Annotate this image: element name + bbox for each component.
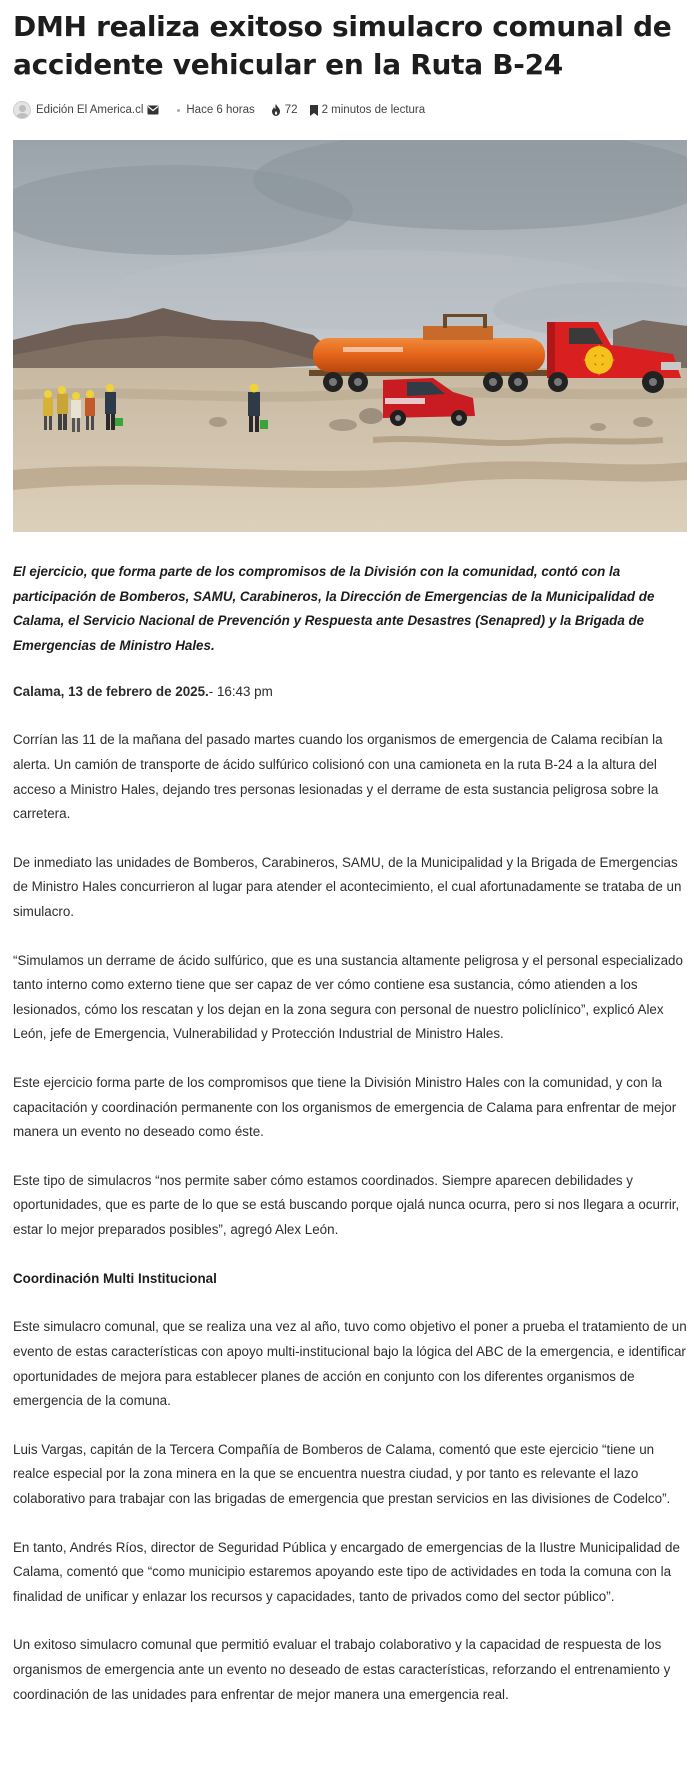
time-ago: Hace 6 horas — [186, 104, 255, 116]
hero-image — [13, 140, 687, 532]
body-paragraph-2: De inmediato las unidades de Bomberos, Carabineros, SAMU, de la Municipalidad y la Brigada de Emergencias de Ministro Hales concurrieron al lugar para atender el acontecimiento, el cual afortunadamente se trataba de un simulacro. — [13, 854, 682, 919]
reading-time: 2 minutos de lectura — [321, 104, 426, 116]
envelope-icon[interactable] — [147, 105, 159, 115]
body-paragraph-5: Este tipo de simulacros “nos permite saber cómo estamos coordinados. Siempre aparecen debilidades y oportunidades, que es parte de lo que se está buscando porque ojalá nunca ocurra, pero si nos llegara a ocurrir, estar lo mejor preparados posibles”, agregó Alex León. — [13, 1172, 680, 1237]
body-paragraph-4: Este ejercicio forma parte de los compromisos que tiene la División Ministro Hales con la comunidad, y con la capacitación y coordinación permanente con los organismos de emergencia de Calama para enfrentar de mejor manera un evento no deseado como éste. — [13, 1074, 677, 1140]
hazmat-drill-scene — [13, 140, 687, 532]
dateline-time: - 16:43 pm — [208, 684, 273, 700]
bookmark-icon — [310, 105, 318, 116]
meta-separator-dot — [177, 109, 180, 112]
dateline-place-date: Calama, 13 de febrero de 2025. — [13, 684, 209, 700]
body-paragraph-7: Luis Vargas, capitán de la Tercera Compañía de Bomberos de Calama, comentó que este ejercicio “tiene un realce especial por la zona minera en la que se encuentra nuestra ciudad, y por tanto es relevante el lazo colaborativo para trabajar con las brigadas de emergencia que prestan servicios en las divisiones de Codelco”. — [13, 1441, 671, 1507]
view-count: 72 — [284, 104, 298, 116]
article-meta — [13, 100, 687, 120]
dateline — [13, 680, 687, 704]
avatar[interactable] — [13, 101, 31, 119]
body-paragraph-9: Un exitoso simulacro comunal que permitió evaluar el trabajo colaborativo y la capacidad de respuesta de los organismos de emergencia ante un evento no deseado de estas características, reforzando el entrenamiento y coordinación de las unidades para enfrentar de mejor manera una emergencia real. — [13, 1637, 671, 1702]
article-lead: El ejercicio, que forma parte de los compromisos de la División con la comunidad, contó con la participación de Bomberos, SAMU, Carabineros, la Dirección de Emergencias de la Municipalidad de Calama, el Servicio Nacional de Prevención y Respuesta ante Desastres (Senapred) y la Brigada de Emergencias de Ministro Hales. — [13, 564, 655, 653]
body-paragraph-3: “Simulamos un derrame de ácido sulfúrico, que es una sustancia altamente peligrosa y el personal especializado tanto interno como externo tiene que ser capaz de ver cómo contiene esa sustancia, cómo atienden a los lesionados, cómo los rescatan y los dejan en la zona segura con personal de nuestro policlínico”, explicó Alex León, jefe de Emergencia, Vulnerabilidad y Protección Industrial de Ministro Hales. — [13, 952, 683, 1042]
body-paragraph-1: Corrían las 11 de la mañana del pasado martes cuando los organismos de emergencia de Calama recibían la alerta. Un camión de transporte de ácido sulfúrico colisionó con una camioneta en la ruta B-24 a la altura del acceso a Ministro Hales, dejando tres personas lesionadas y el derrame de esta sustancia peligrosa sobre la carretera. — [13, 732, 663, 822]
fire-icon — [271, 104, 281, 116]
section-subheading: Coordinación Multi Institucional — [13, 1271, 217, 1287]
author-link[interactable]: Edición El America.cl — [36, 104, 144, 116]
body-paragraph-8: En tanto, Andrés Ríos, director de Seguridad Pública y encargado de emergencias de la Ilustre Municipalidad de Calama, comentó que “como municipio estaremos apoyando este tipo de actividades en toda la comuna con la finalidad de unificar y enlazar los recursos y capacidades, tanto de privados como del sector público”. — [13, 1539, 680, 1604]
body-paragraph-6: Este simulacro comunal, que se realiza una vez al año, tuvo como objetivo el poner a prueba el tratamiento de un evento de estas características con apoyo multi-institucional bajo la lógica del ABC de la emergencia, e identificar oportunidades de mejora para establecer planes de acción en conjunto con los diferentes organismos de emergencia de la comuna. — [13, 1319, 687, 1409]
article-title: DMH realiza exitoso simulacro comunal de accidente vehicular en la Ruta B-24 — [13, 10, 672, 81]
